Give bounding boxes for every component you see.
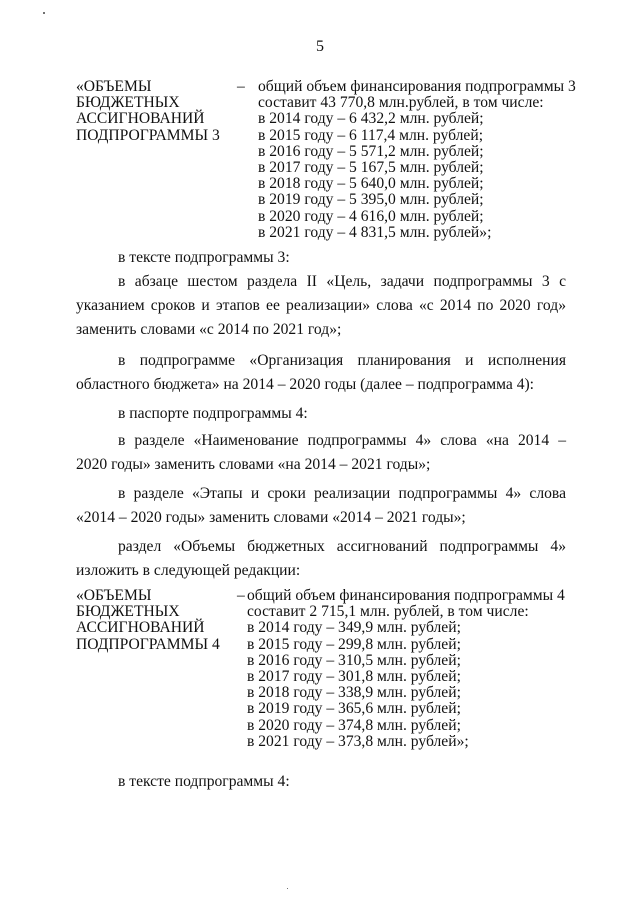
paragraph-line: указанием сроков и этапов ее реализации» слова «с 2014 по 2020 год» xyxy=(76,297,566,314)
table-dash: – xyxy=(237,78,245,95)
year-line: в 2017 году – 301,8 млн. рублей; xyxy=(247,668,461,686)
paragraph-line: в тексте подпрограммы 3: xyxy=(118,249,290,266)
year-line: в 2021 году – 373,8 млн. рублей»; xyxy=(247,732,469,750)
paragraph-line-text: в разделе «Этапы и сроки реализации подпрограммы 4» слова xyxy=(118,485,566,502)
paragraph-line xyxy=(118,482,566,506)
paragraph-line: изложить в следующей редакции: xyxy=(76,562,301,579)
scan-speck xyxy=(43,12,45,14)
budget-table-subprogram-3 xyxy=(76,79,586,244)
paragraph-line xyxy=(118,270,566,294)
label-line: АССИГНОВАНИЙ xyxy=(76,110,205,128)
budget-table-subprogram-4 xyxy=(76,588,586,758)
table-dash: – xyxy=(237,587,245,604)
year-line: в 2014 году – 6 432,2 млн. рублей; xyxy=(258,110,484,128)
year-line: в 2019 году – 365,6 млн. рублей; xyxy=(247,700,461,718)
table-content xyxy=(247,588,587,750)
paragraph-line: в паспорте подпрограммы 4: xyxy=(118,405,308,422)
paragraph-line xyxy=(118,349,566,373)
paragraph-line: заменить словами «с 2014 по 2021 год»; xyxy=(76,321,342,338)
label-line: ПОДПРОГРАММЫ 3 xyxy=(76,126,220,144)
paragraph xyxy=(76,535,566,583)
year-line: в 2020 году – 4 616,0 млн. рублей; xyxy=(258,207,484,225)
table-label xyxy=(76,588,226,653)
paragraph xyxy=(76,482,566,530)
content-line: общий объем финансирования подпрограммы 3 xyxy=(258,78,576,95)
label-line: «ОБЪЕМЫ xyxy=(76,587,152,604)
table-content xyxy=(258,79,578,241)
paragraph-line-text: в разделе «Наименование подпрограммы 4» слова «на 2014 – xyxy=(118,432,566,449)
year-line: в 2017 году – 5 167,5 млн. рублей; xyxy=(258,159,484,177)
paragraph-line-text: раздел «Объемы бюджетных ассигнований подпрограммы 4» xyxy=(118,538,566,555)
label-line: «ОБЪЕМЫ xyxy=(76,78,152,95)
label-line: АССИГНОВАНИЙ xyxy=(76,619,205,637)
year-line: в 2016 году – 5 571,2 млн. рублей; xyxy=(258,142,484,160)
table-label xyxy=(76,79,226,144)
year-line: в 2019 году – 5 395,0 млн. рублей; xyxy=(258,191,484,209)
paragraph xyxy=(76,770,566,794)
year-line: в 2018 году – 5 640,0 млн. рублей; xyxy=(258,175,484,193)
paragraph-line: областного бюджета» на 2014 – 2020 годы (далее – подпрограмма 4): xyxy=(76,376,535,393)
content-line: составит 43 770,8 млн.рублей, в том числе: xyxy=(258,94,544,112)
paragraph-line: «2014 – 2020 годы» заменить словами «2014 – 2021 годы»; xyxy=(76,509,466,526)
label-line: БЮДЖЕТНЫХ xyxy=(76,94,180,112)
content-line: составит 2 715,1 млн. рублей, в том числе: xyxy=(247,603,529,621)
paragraph-line-text: в абзаце шестом раздела II «Цель, задачи подпрограммы 3 с xyxy=(118,273,566,290)
paragraph-line: в тексте подпрограммы 4: xyxy=(118,773,290,790)
paragraph-line: 2020 годы» заменить словами «на 2014 – 2021 годы»; xyxy=(76,456,431,473)
paragraph xyxy=(76,270,566,342)
paragraph xyxy=(76,349,566,397)
year-line: в 2014 году – 349,9 млн. рублей; xyxy=(247,619,461,637)
paragraph xyxy=(76,402,566,426)
year-line: в 2020 году – 374,8 млн. рублей; xyxy=(247,716,461,734)
paragraph-line-text: в подпрограмме «Организация планирования и исполнения xyxy=(118,352,566,369)
page-number: 5 xyxy=(316,38,324,55)
year-line: в 2021 году – 4 831,5 млн. рублей»; xyxy=(258,223,492,241)
year-line: в 2015 году – 299,8 млн. рублей; xyxy=(247,635,461,653)
paragraph xyxy=(76,429,566,477)
label-line: БЮДЖЕТНЫХ xyxy=(76,603,180,621)
year-line: в 2018 году – 338,9 млн. рублей; xyxy=(247,684,461,702)
label-line: ПОДПРОГРАММЫ 4 xyxy=(76,635,220,653)
year-line: в 2015 году – 6 117,4 млн. рублей; xyxy=(258,126,484,144)
paragraph-line xyxy=(118,429,566,453)
paragraph xyxy=(76,246,566,270)
scan-speck xyxy=(287,888,288,889)
content-line: общий объем финансирования подпрограммы 4 xyxy=(247,587,565,604)
year-line: в 2016 году – 310,5 млн. рублей; xyxy=(247,651,461,669)
paragraph-line xyxy=(118,535,566,559)
